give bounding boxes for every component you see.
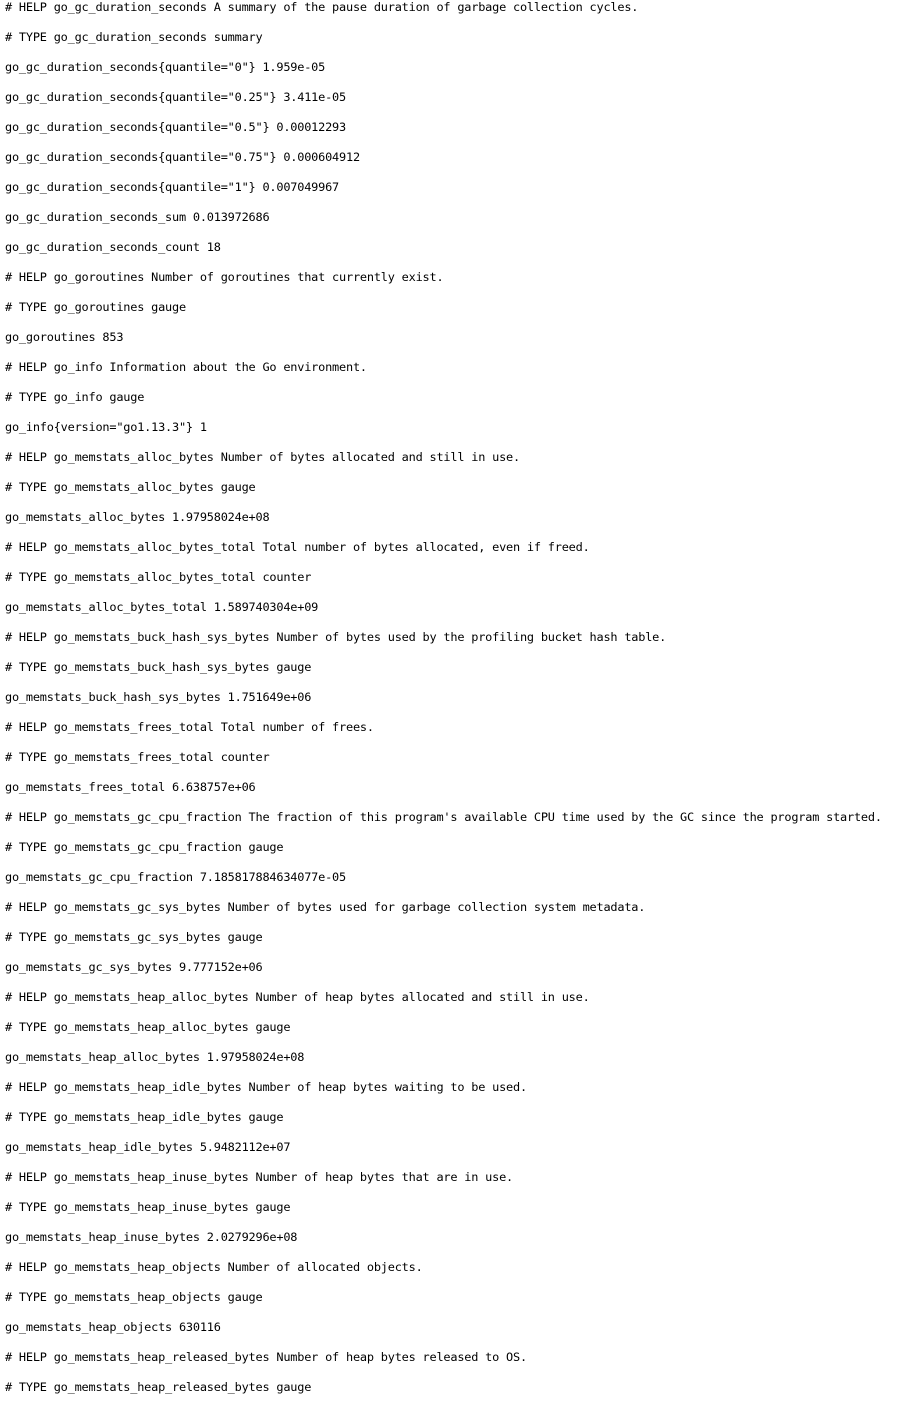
metric-line-help: # HELP go_memstats_heap_alloc_bytes Number of heap bytes allocated and still in use. [5, 990, 590, 1004]
metric-line-help: # HELP go_memstats_heap_idle_bytes Number of heap bytes waiting to be used. [5, 1080, 527, 1094]
metric-line-sample: go_gc_duration_seconds_sum 0.013972686 [5, 210, 270, 224]
metric-line-help: # HELP go_memstats_alloc_bytes Number of bytes allocated and still in use. [5, 450, 520, 464]
metric-line-type: # TYPE go_info gauge [5, 390, 145, 404]
metric-line-help: # HELP go_memstats_alloc_bytes_total Total number of bytes allocated, even if freed. [5, 540, 590, 554]
metric-line-help: # HELP go_memstats_gc_sys_bytes Number of bytes used for garbage collection system metadata. [5, 900, 646, 914]
metric-line-sample: go_gc_duration_seconds{quantile="0.75"} 0.000604912 [5, 150, 360, 164]
metric-line-sample: go_memstats_frees_total 6.638757e+06 [5, 780, 256, 794]
metric-line-sample: go_info{version="go1.13.3"} 1 [5, 420, 207, 434]
metric-line-sample: go_memstats_heap_objects 630116 [5, 1320, 221, 1334]
metric-line-type: # TYPE go_goroutines gauge [5, 300, 186, 314]
metric-line-type: # TYPE go_memstats_heap_idle_bytes gauge [5, 1110, 284, 1124]
metric-line-type: # TYPE go_memstats_alloc_bytes gauge [5, 480, 256, 494]
metric-line-type: # TYPE go_memstats_heap_objects gauge [5, 1290, 263, 1304]
metric-line-sample: go_memstats_alloc_bytes_total 1.589740304e+09 [5, 600, 319, 614]
metric-line-type: # TYPE go_memstats_gc_sys_bytes gauge [5, 930, 263, 944]
metric-line-sample: go_gc_duration_seconds{quantile="0"} 1.959e-05 [5, 60, 326, 74]
metric-line-sample: go_goroutines 853 [5, 330, 124, 344]
metric-line-type: # TYPE go_memstats_heap_inuse_bytes gauge [5, 1200, 291, 1214]
metric-line-type: # TYPE go_memstats_gc_cpu_fraction gauge [5, 840, 284, 854]
metric-line-help: # HELP go_memstats_frees_total Total number of frees. [5, 720, 374, 734]
metric-line-type: # TYPE go_gc_duration_seconds summary [5, 30, 263, 44]
metric-line-help: # HELP go_memstats_heap_inuse_bytes Number of heap bytes that are in use. [5, 1170, 513, 1184]
metric-line-sample: go_gc_duration_seconds{quantile="0.5"} 0.00012293 [5, 120, 346, 134]
metric-line-sample: go_gc_duration_seconds_count 18 [5, 240, 221, 254]
metric-line-help: # HELP go_memstats_gc_cpu_fraction The fraction of this program's available CPU time used by the GC since the program started. [5, 810, 882, 824]
metric-line-help: # HELP go_memstats_buck_hash_sys_bytes Number of bytes used by the profiling bucket hash table. [5, 630, 667, 644]
metric-line-sample: go_memstats_heap_inuse_bytes 2.0279296e+08 [5, 1230, 298, 1244]
metric-line-sample: go_memstats_buck_hash_sys_bytes 1.751649e+06 [5, 690, 312, 704]
metric-line-sample: go_memstats_gc_cpu_fraction 7.185817884634077e-05 [5, 870, 346, 884]
metric-line-type: # TYPE go_memstats_heap_released_bytes gauge [5, 1380, 312, 1394]
metric-line-help: # HELP go_memstats_heap_released_bytes Number of heap bytes released to OS. [5, 1350, 527, 1364]
metric-line-sample: go_memstats_heap_alloc_bytes 1.97958024e+08 [5, 1050, 305, 1064]
metric-line-type: # TYPE go_memstats_buck_hash_sys_bytes gauge [5, 660, 312, 674]
metric-line-sample: go_gc_duration_seconds{quantile="0.25"} 3.411e-05 [5, 90, 346, 104]
metric-line-type: # TYPE go_memstats_heap_alloc_bytes gauge [5, 1020, 291, 1034]
metric-line-sample: go_memstats_alloc_bytes 1.97958024e+08 [5, 510, 270, 524]
metric-line-help: # HELP go_goroutines Number of goroutines that currently exist. [5, 270, 444, 284]
metric-line-help: # HELP go_gc_duration_seconds A summary of the pause duration of garbage collection cycles. [5, 0, 639, 14]
metric-line-help: # HELP go_info Information about the Go environment. [5, 360, 367, 374]
metric-line-type: # TYPE go_memstats_frees_total counter [5, 750, 270, 764]
metric-line-sample: go_memstats_heap_idle_bytes 5.9482112e+07 [5, 1140, 291, 1154]
metric-line-type: # TYPE go_memstats_alloc_bytes_total counter [5, 570, 312, 584]
metric-line-help: # HELP go_memstats_heap_objects Number of allocated objects. [5, 1260, 423, 1274]
metric-line-sample: go_memstats_gc_sys_bytes 9.777152e+06 [5, 960, 263, 974]
metric-line-sample: go_gc_duration_seconds{quantile="1"} 0.007049967 [5, 180, 340, 194]
